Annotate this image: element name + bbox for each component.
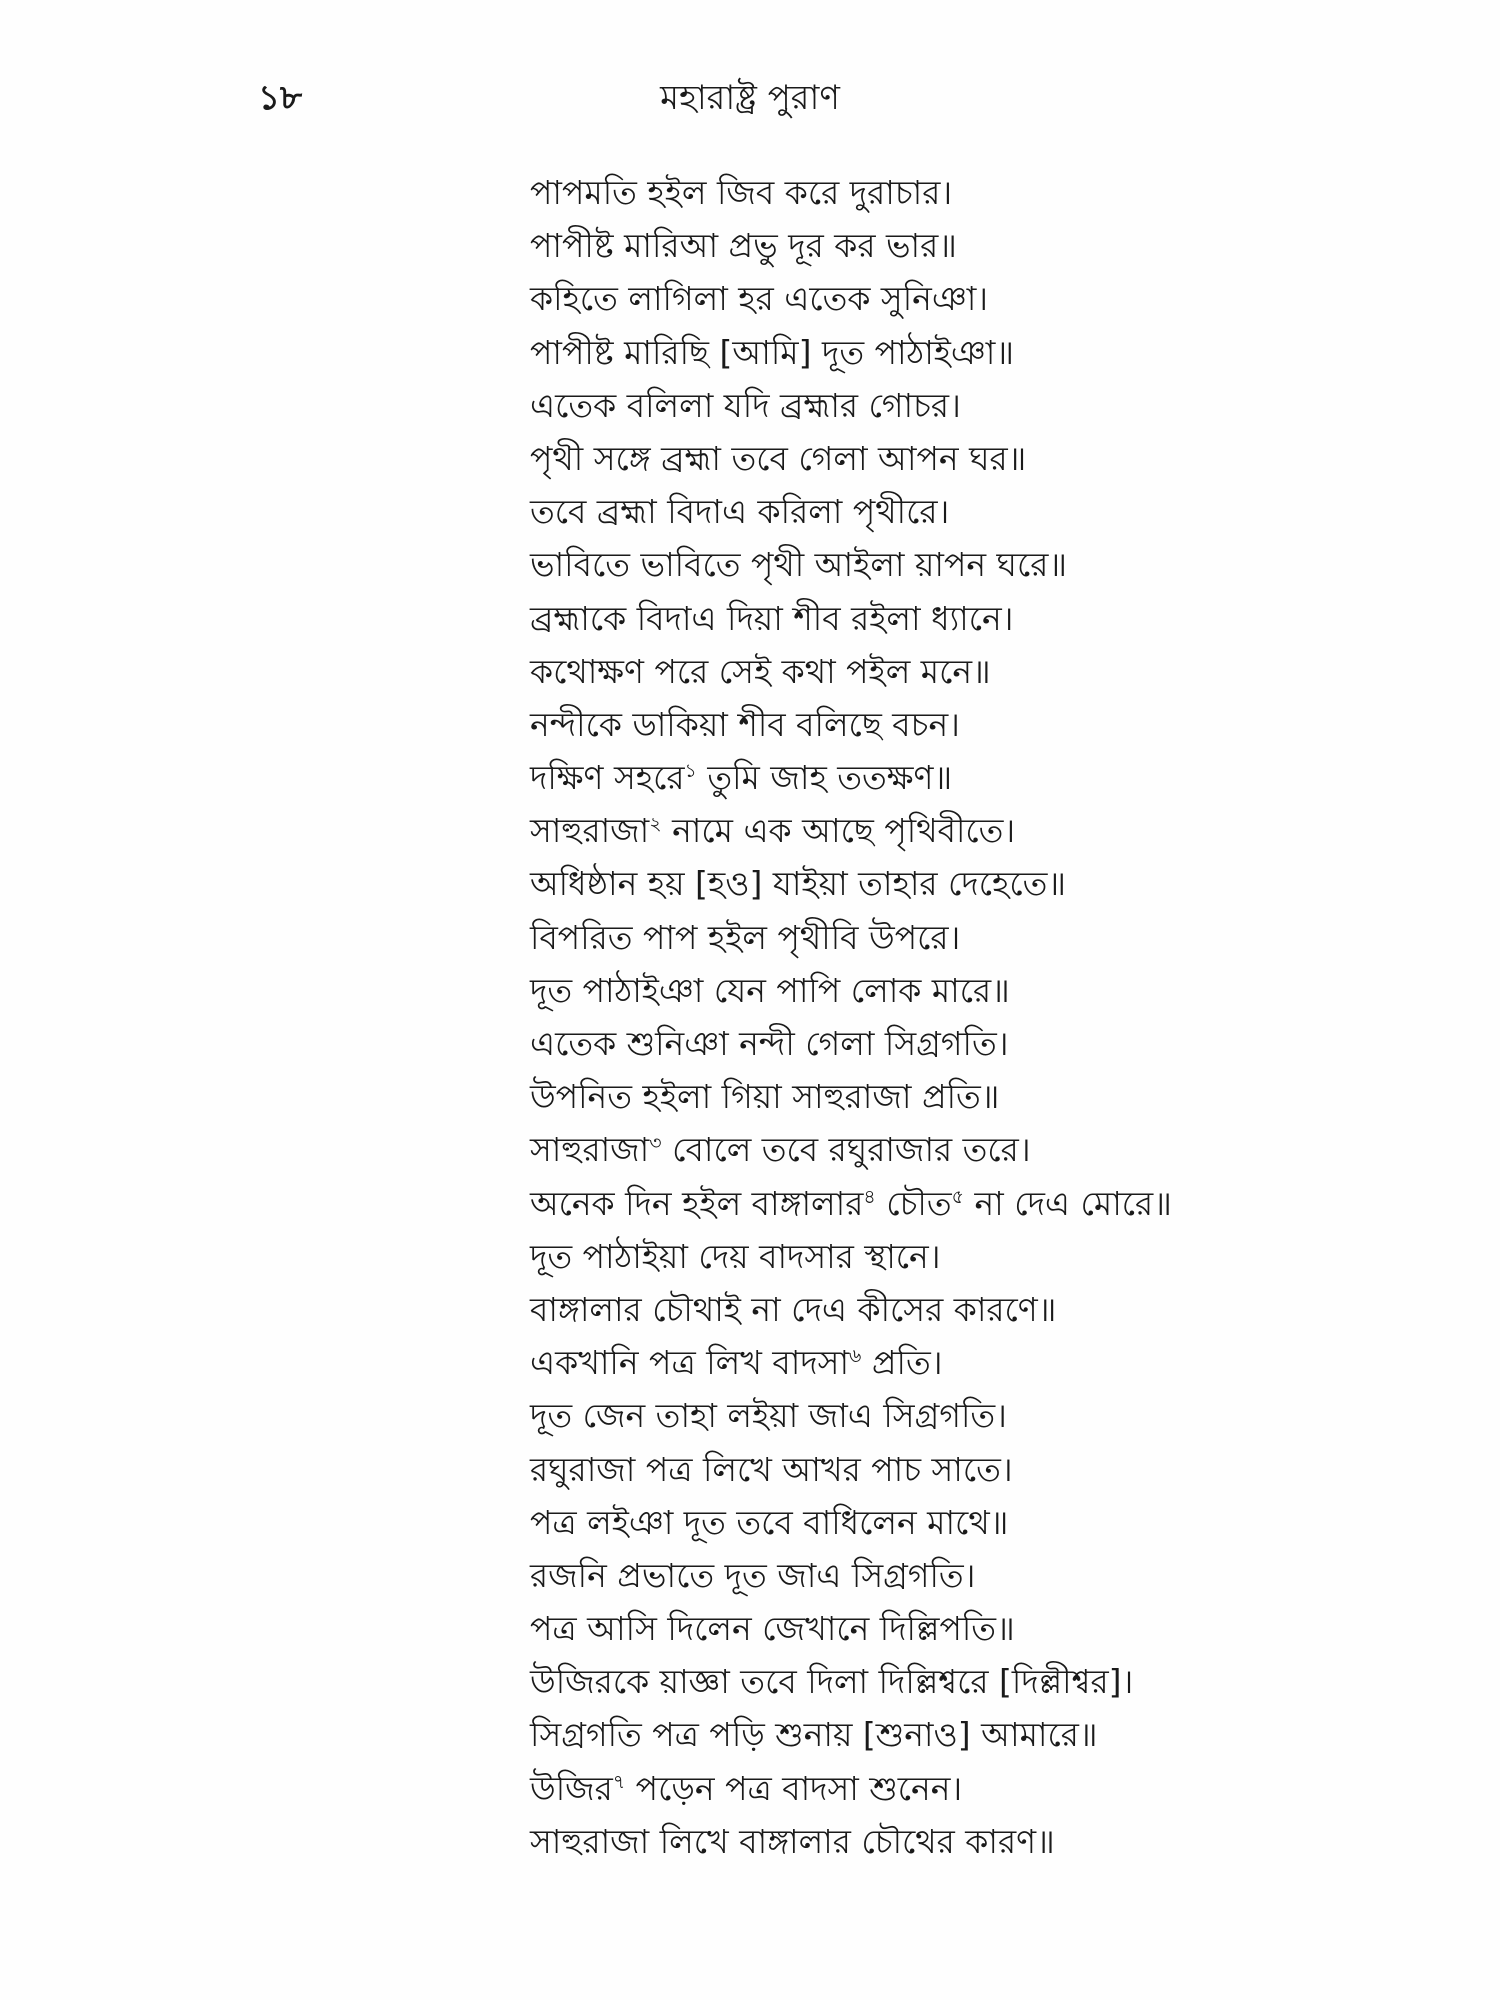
verse-text: সিগ্রগতি পত্র পড়ি শুনায় [শুনাও] আমারে॥: [530, 1715, 1098, 1755]
verse-text: উজিরকে য়াজ্ঞা তবে দিলা দিল্লিশ্বরে [দিল্লীশ্বর]।: [530, 1662, 1134, 1702]
verse-text: ভাবিতে ভাবিতে পৃথী আইলা য়াপন ঘরে॥: [530, 545, 1068, 585]
verse-line: [530, 166, 1172, 219]
verse-line: [530, 804, 1172, 857]
verse-text: রঘুরাজা পত্র লিখে আখর পাচ সাতে।: [530, 1449, 1013, 1489]
verse-line: [530, 1177, 1172, 1230]
verse-text: অধিষ্ঠান হয় [হও] যাইয়া তাহার দেহেতে॥: [530, 864, 1067, 904]
footnote-marker: ৬: [849, 1345, 862, 1368]
verse-text: পাপমতি হইল জিব করে দুরাচার।: [530, 173, 953, 212]
verse-text: দক্ষিণ সহরে: [530, 758, 685, 798]
footnote-marker: ৩: [649, 1132, 662, 1155]
verse-line: [530, 432, 1172, 485]
verse-text: সাহুরাজা: [530, 811, 650, 851]
verse-line: [530, 219, 1172, 272]
verse-text-continued: তুমি জাহ ততক্ষণ॥: [696, 758, 953, 798]
verse-line: [530, 1815, 1172, 1868]
verse-text: পাপীষ্ট মারিআ প্রভু দূর কর ভার॥: [530, 226, 957, 266]
verse-text: রজনি প্রভাতে দূত জাএ সিগ্রগতি।: [530, 1555, 976, 1595]
verse-line: [530, 1017, 1172, 1070]
verse-text-continued: না দেএ মোরে॥: [963, 1183, 1172, 1223]
verse-line: [530, 1389, 1172, 1442]
verse-line: [530, 326, 1172, 379]
verse-text: সাহুরাজা: [530, 1130, 650, 1170]
verse-line: [530, 1496, 1172, 1549]
verse-line: [530, 1549, 1172, 1602]
footnote-marker: ৭: [612, 1770, 626, 1793]
footnote-marker: ৪: [863, 1185, 876, 1208]
verse-line: [530, 751, 1172, 804]
verse-text: বিপরিত পাপ হইল পৃথীবি উপরে।: [530, 917, 961, 957]
verse-text: পাপীষ্ট মারিছি [আমি] দূত পাঠাইঞা॥: [530, 332, 1015, 372]
page-number: ১৮: [258, 78, 303, 118]
verse-text: দূত পাঠাইয়া দেয় বাদসার স্থানে।: [530, 1236, 941, 1276]
verse-line: [530, 1655, 1172, 1708]
verse-line: [530, 911, 1172, 964]
verse-text: পত্র আসি দিলেন জেখানে দিল্লিপতি॥: [530, 1609, 1015, 1649]
running-title: মহারাষ্ট্র পুরাণ: [660, 78, 840, 118]
verse-line: [530, 1283, 1172, 1336]
verse-text-continued: পড়েন পত্র বাদসা শুনেন।: [625, 1768, 963, 1808]
verse-text: এতেক শুনিঞা নন্দী গেলা সিগ্রগতি।: [530, 1024, 1009, 1063]
verse-text-continued: চৌত: [875, 1183, 952, 1223]
verse-line: [530, 379, 1172, 432]
verse-block: [530, 166, 1172, 1868]
verse-text: পৃথী সঙ্গে ব্রহ্মা তবে গেলা আপন ঘর॥: [530, 438, 1027, 478]
verse-text: পত্র লইঞা দূত তবে বাধিলেন মাথে॥: [530, 1502, 1009, 1542]
verse-line: [530, 1762, 1172, 1815]
verse-line: [530, 592, 1172, 645]
verse-text: দূত জেন তাহা লইয়া জাএ সিগ্রগতি।: [530, 1396, 1007, 1436]
verse-line: [530, 1443, 1172, 1496]
verse-line: [530, 1123, 1172, 1176]
verse-text: সাহুরাজা লিখে বাঙ্গালার চৌথের কারণ॥: [530, 1821, 1055, 1861]
verse-line: [530, 857, 1172, 910]
footnote-marker: ২: [649, 813, 662, 836]
verse-text-continued: নামে এক আছে পৃথিবীতে।: [661, 811, 1016, 851]
verse-line: [530, 1230, 1172, 1283]
footnote-marker: ১: [684, 760, 697, 783]
verse-line: [530, 964, 1172, 1017]
verse-line: [530, 698, 1172, 751]
verse-text: অনেক দিন হইল বাঙ্গালার: [530, 1183, 864, 1223]
verse-text: কথোক্ষণ পরে সেই কথা পইল মনে॥: [530, 651, 991, 691]
verse-line: [530, 485, 1172, 538]
verse-text: তবে ব্রহ্মা বিদাএ করিলা পৃথীরে।: [530, 492, 950, 532]
verse-line: [530, 1602, 1172, 1655]
verse-line: [530, 645, 1172, 698]
verse-line: [530, 1336, 1172, 1389]
verse-text: ব্রহ্মাকে বিদাএ দিয়া শীব রইলা ধ্যানে।: [530, 598, 1014, 638]
verse-text: একখানি পত্র লিখ বাদসা: [530, 1343, 850, 1383]
verse-text: দূত পাঠাইঞা যেন পাপি লোক মারে॥: [530, 970, 1010, 1010]
verse-text: নন্দীকে ডাকিয়া শীব বলিছে বচন।: [530, 704, 960, 744]
verse-text: বাঙ্গালার চৌথাই না দেএ কীসের কারণে॥: [530, 1289, 1057, 1329]
verse-text: কহিতে লাগিলা হর এতেক সুনিঞা।: [530, 279, 989, 319]
verse-text: এতেক বলিলা যদি ব্রহ্মার গোচর।: [530, 385, 961, 425]
verse-text-continued: প্রতি।: [861, 1343, 943, 1383]
verse-line: [530, 1708, 1172, 1761]
verse-line: [530, 272, 1172, 325]
verse-text-continued: বোলে তবে রঘুরাজার তরে।: [661, 1130, 1031, 1170]
verse-line: [530, 538, 1172, 591]
footnote-marker: ৫: [951, 1185, 964, 1208]
verse-text: উজির: [530, 1768, 613, 1808]
verse-line: [530, 1070, 1172, 1123]
verse-text: উপনিত হইলা গিয়া সাহুরাজা প্রতি॥: [530, 1077, 1000, 1117]
